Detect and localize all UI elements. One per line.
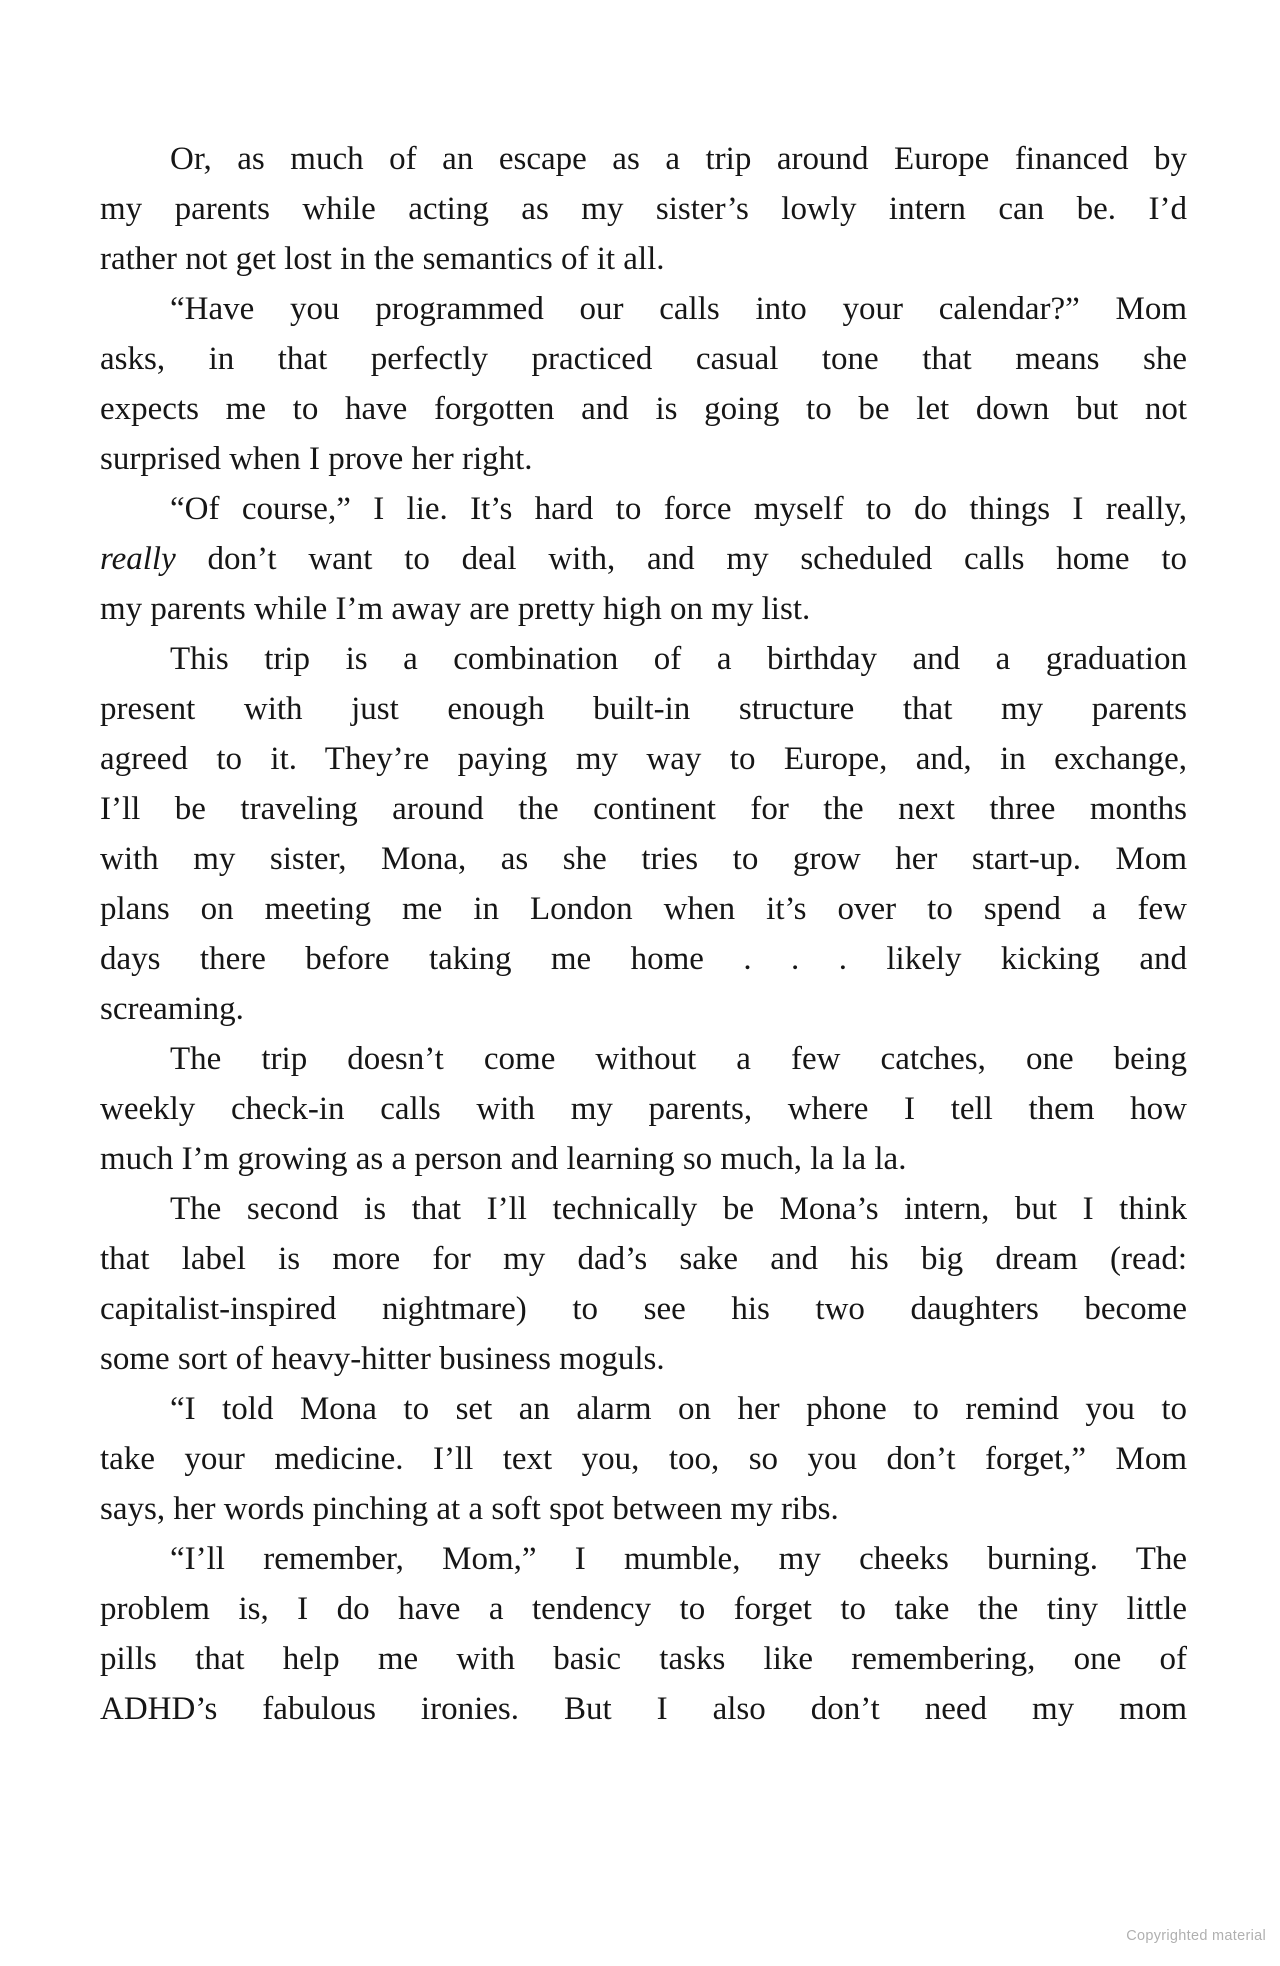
text-line <box>100 684 1187 734</box>
body-text: asks, in that perfectly practiced casual tone that means she <box>100 341 1187 377</box>
body-text: some sort of heavy-hitter business moguls. <box>100 1341 665 1377</box>
text-line <box>100 1184 1187 1234</box>
text-line <box>100 734 1187 784</box>
body-text: with my sister, Mona, as she tries to grow her start-up. Mom <box>100 841 1187 877</box>
body-text: “Of course,” I lie. It’s hard to force myself to do things I really, <box>170 491 1187 527</box>
paragraph-2 <box>100 284 1187 484</box>
body-text: weekly check-in calls with my parents, where I tell them how <box>100 1091 1187 1127</box>
text-line <box>100 884 1187 934</box>
text-line <box>100 334 1187 384</box>
paragraph-4 <box>100 634 1187 1034</box>
text-line <box>100 1584 1187 1634</box>
paragraph-3 <box>100 484 1187 634</box>
body-text: much I’m growing as a person and learning so much, la la la. <box>100 1141 907 1177</box>
text-line <box>100 1534 1187 1584</box>
text-line <box>100 284 1187 334</box>
text-line <box>100 834 1187 884</box>
body-text: surprised when I prove her right. <box>100 441 533 477</box>
body-text: rather not get lost in the semantics of it all. <box>100 241 665 277</box>
body-text: “I told Mona to set an alarm on her phone to remind you to <box>170 1391 1187 1427</box>
text-line <box>100 984 1187 1034</box>
body-text: I’ll be traveling around the continent for the next three months <box>100 791 1187 827</box>
paragraph-7 <box>100 1384 1187 1534</box>
body-text: days there before taking me home . . . likely kicking and <box>100 941 1187 977</box>
text-line <box>100 484 1187 534</box>
body-text: ADHD’s fabulous ironies. But I also don’t need my mom <box>100 1691 1187 1727</box>
paragraph-8 <box>100 1534 1187 1734</box>
body-text: agreed to it. They’re paying my way to Europe, and, in exchange, <box>100 741 1187 777</box>
body-text: problem is, I do have a tendency to forget to take the tiny little <box>100 1591 1187 1627</box>
text-line <box>100 234 1187 284</box>
text-line <box>100 1434 1187 1484</box>
text-line <box>100 1034 1187 1084</box>
body-text: my parents while acting as my sister’s lowly intern can be. I’d <box>100 191 1187 227</box>
text-line <box>100 184 1187 234</box>
text-line <box>100 1484 1187 1534</box>
body-text: says, her words pinching at a soft spot between my ribs. <box>100 1491 839 1527</box>
body-text: plans on meeting me in London when it’s over to spend a few <box>100 891 1187 927</box>
body-text: Or, as much of an escape as a trip around Europe financed by <box>170 141 1187 177</box>
text-line <box>100 1334 1187 1384</box>
text-line <box>100 1234 1187 1284</box>
text-line <box>100 534 1187 584</box>
body-text: This trip is a combination of a birthday and a graduation <box>170 641 1187 677</box>
body-text: take your medicine. I’ll text you, too, so you don’t forget,” Mom <box>100 1441 1187 1477</box>
text-line <box>100 1084 1187 1134</box>
text-line <box>100 584 1187 634</box>
emphasis-text: really <box>100 541 176 577</box>
text-line <box>100 1634 1187 1684</box>
text-line <box>100 384 1187 434</box>
body-text: present with just enough built-in structure that my parents <box>100 691 1187 727</box>
body-text: expects me to have forgotten and is going to be let down but not <box>100 391 1187 427</box>
paragraph-5 <box>100 1034 1187 1184</box>
text-line <box>100 1684 1187 1734</box>
body-text: pills that help me with basic tasks like remembering, one of <box>100 1641 1187 1677</box>
text-line <box>100 1134 1187 1184</box>
body-text: that label is more for my dad’s sake and his big dream (read: <box>100 1241 1187 1277</box>
text-line <box>100 434 1187 484</box>
body-text: The second is that I’ll technically be Mona’s intern, but I think <box>170 1191 1187 1227</box>
text-line <box>100 934 1187 984</box>
text-line <box>100 784 1187 834</box>
body-text: don’t want to deal with, and my scheduled calls home to <box>175 541 1187 577</box>
body-text: capitalist-inspired nightmare) to see his two daughters become <box>100 1291 1187 1327</box>
body-text: my parents while I’m away are pretty high on my list. <box>100 591 811 627</box>
copyright-notice: Copyrighted material <box>1126 1928 1266 1944</box>
text-line <box>100 134 1187 184</box>
body-text: “Have you programmed our calls into your calendar?” Mom <box>170 291 1187 327</box>
paragraph-1 <box>100 134 1187 284</box>
text-line <box>100 634 1187 684</box>
body-text: “I’ll remember, Mom,” I mumble, my cheeks burning. The <box>170 1541 1187 1577</box>
paragraph-6 <box>100 1184 1187 1384</box>
text-line <box>100 1284 1187 1334</box>
body-text: The trip doesn’t come without a few catches, one being <box>170 1041 1187 1077</box>
text-line <box>100 1384 1187 1434</box>
page-text-block <box>100 134 1187 1734</box>
body-text: screaming. <box>100 991 244 1027</box>
